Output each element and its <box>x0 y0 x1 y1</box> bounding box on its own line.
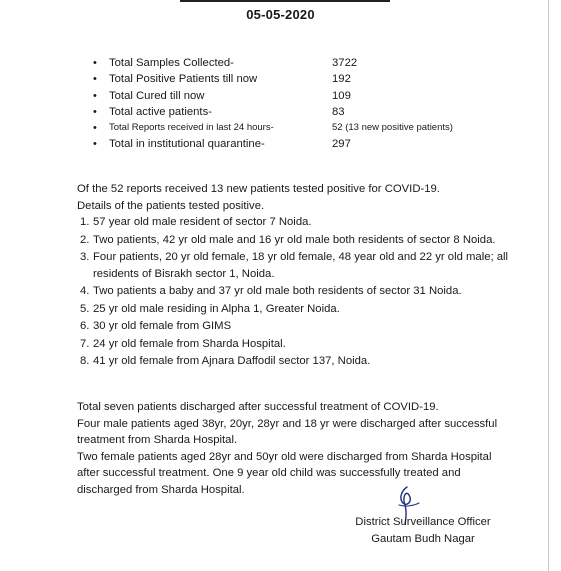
discharge-line: Four male patients aged 38yr, 20yr, 28yr and 18 yr were discharged after successful treatment from Sharda Hospital. <box>77 417 498 446</box>
item-number: 5. <box>80 302 90 315</box>
intro-line: Details of the patients tested positive. <box>77 199 265 212</box>
stat-label: Total Cured till now <box>109 89 205 102</box>
stat-label: Total in institutional quarantine- <box>109 138 265 151</box>
discharge-line: Two female patients aged 28yr and 50yr old were discharged from Sharda Hospital after successful treatment. One 9 year old child was successfully treated and discharged from Sharda Hospital. <box>77 450 492 496</box>
bullet-icon: • <box>93 122 97 135</box>
list-item <box>80 301 520 318</box>
item-number: 8. <box>80 355 90 367</box>
stat-value: 52 (13 new positive patients) <box>332 122 453 134</box>
list-item <box>80 214 520 231</box>
item-number: 3. <box>80 251 90 263</box>
list-item <box>80 283 520 300</box>
bullet-icon: • <box>93 138 97 151</box>
list-item <box>80 353 520 370</box>
item-text: Two patients a baby and 37 yr old male both residents of sector 31 Noida. <box>93 285 462 297</box>
item-number: 7. <box>80 337 90 350</box>
bullet-icon: • <box>93 73 97 86</box>
item-number: 4. <box>80 285 90 297</box>
item-text: 30 yr old female from GIMS <box>93 320 232 332</box>
stat-label: Total Positive Patients till now <box>109 73 258 86</box>
signoff-place: Gautam Budh Nagar <box>371 533 475 545</box>
item-text: 25 yr old male residing in Alpha 1, Greater Noida. <box>93 302 340 315</box>
item-text: 24 yr old female from Sharda Hospital. <box>93 337 286 350</box>
item-number: 1. <box>80 216 90 228</box>
stat-label: Total Reports received in last 24 hours- <box>109 122 274 134</box>
stat-value: 297 <box>332 138 351 151</box>
stat-value: 3722 <box>332 57 358 69</box>
page-edge <box>548 0 549 571</box>
list-item <box>80 249 520 282</box>
item-text: 57 year old male resident of sector 7 Noida. <box>93 216 312 228</box>
stat-label: Total Samples Collected- <box>109 57 234 69</box>
top-rule <box>180 0 390 2</box>
signoff-title: District Surveillance Officer <box>355 516 491 528</box>
item-text: 41 yr old female from Ajnara Daffodil sector 137, Noida. <box>93 355 371 367</box>
bullet-icon: • <box>93 105 97 118</box>
list-item <box>80 336 520 353</box>
item-text: Two patients, 42 yr old male and 16 yr old male both residents of sector 8 Noida. <box>93 233 496 246</box>
list-item <box>80 232 520 249</box>
details-intro <box>77 181 517 214</box>
report-date: 05-05-2020 <box>246 7 315 22</box>
patient-list <box>80 214 520 371</box>
bullet-icon: • <box>93 57 97 69</box>
item-number: 2. <box>80 233 90 246</box>
stat-value: 83 <box>332 105 345 118</box>
intro-line: Of the 52 reports received 13 new patients tested positive for COVID-19. <box>77 183 440 195</box>
stat-value: 109 <box>332 89 351 102</box>
discharge-line: Total seven patients discharged after successful treatment of COVID-19. <box>77 401 439 413</box>
item-text: Four patients, 20 yr old female, 18 yr old female, 48 year old and 22 yr old male; all residents of Bisrakh sector 1, Noida. <box>93 251 509 280</box>
bullet-icon: • <box>93 89 97 102</box>
item-number: 6. <box>80 320 90 332</box>
stat-label: Total active patients- <box>109 105 212 118</box>
list-item <box>80 318 520 335</box>
stat-value: 192 <box>332 73 351 86</box>
discharge-summary <box>77 399 517 498</box>
